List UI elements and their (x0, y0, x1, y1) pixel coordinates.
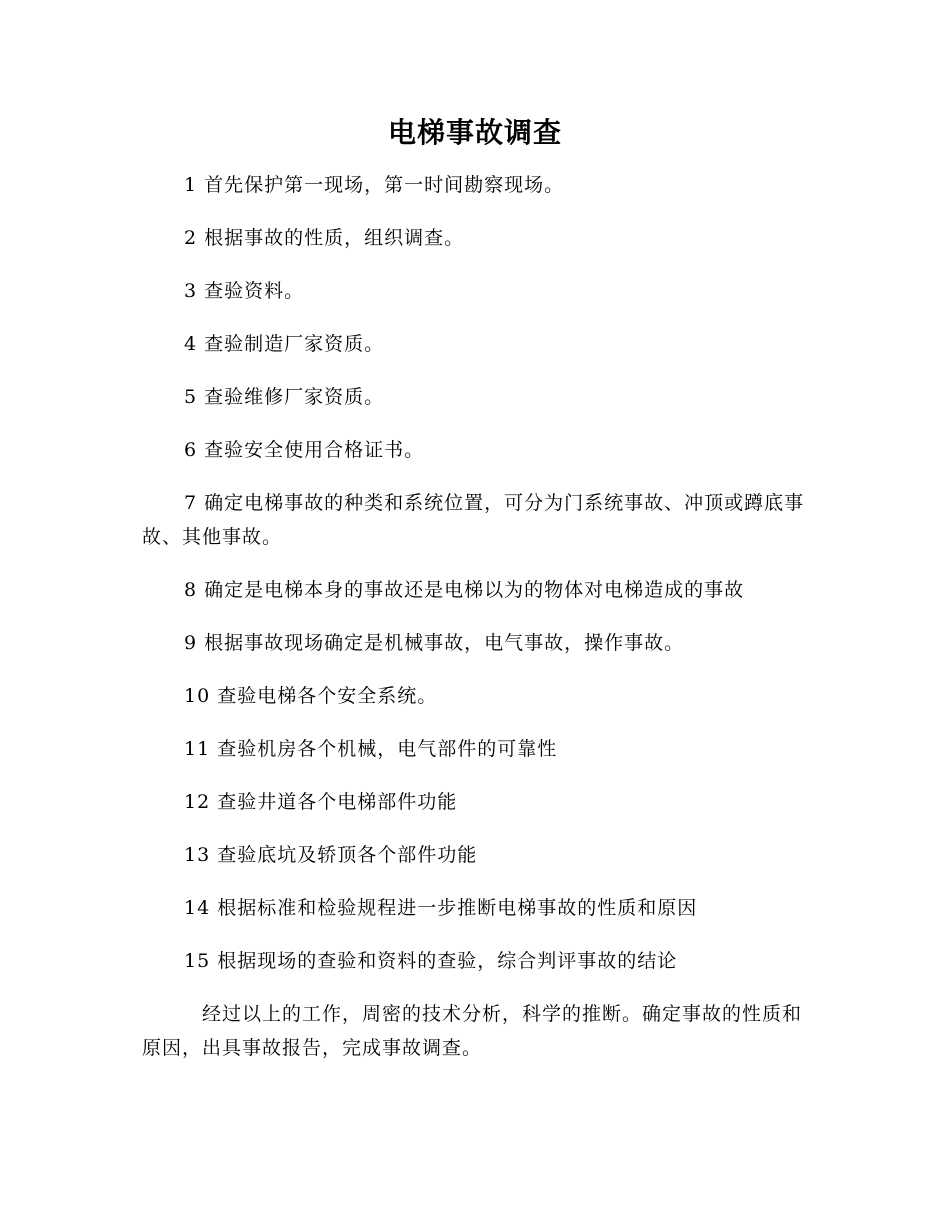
document-body (142, 168, 810, 1084)
paragraph-4: 4 查验制造厂家资质。 (184, 333, 385, 355)
paragraph-10: 10 查验电梯各个安全系统。 (184, 685, 438, 707)
paragraph-3: 3 查验资料。 (184, 280, 305, 302)
paragraph-6: 6 查验安全使用合格证书。 (184, 439, 425, 461)
paragraph-12: 12 查验井道各个电梯部件功能 (184, 791, 458, 813)
paragraph-8: 8 确定是电梯本身的事故还是电梯以为的物体对电梯造成的事故 (184, 579, 745, 601)
page-title: 电梯事故调查 (387, 116, 562, 149)
paragraph-7: 7 确定电梯事故的种类和系统位置，可分为门系统事故、冲顶或蹲底事故、其他事故。 (142, 492, 805, 548)
paragraph-5: 5 查验维修厂家资质。 (184, 386, 385, 408)
paragraph-15: 15 根据现场的查验和资料的查验，综合判评事故的结论 (184, 950, 678, 972)
paragraph-13: 13 查验底坑及轿顶各个部件功能 (184, 844, 478, 866)
paragraph-2: 2 根据事故的性质，组织调查。 (184, 227, 465, 249)
paragraph-1: 1 首先保护第一现场，第一时间勘察现场。 (184, 174, 565, 196)
paragraph-9: 9 根据事故现场确定是机械事故，电气事故，操作事故。 (184, 632, 685, 654)
conclusion-paragraph: 经过以上的工作，周密的技术分析，科学的推断。确定事故的性质和原因，出具事故报告，完成事故调查。 (142, 1003, 803, 1059)
paragraph-14: 14 根据标准和检验规程进一步推断电梯事故的性质和原因 (184, 897, 698, 919)
paragraph-11: 11 查验机房各个机械，电气部件的可靠性 (184, 738, 558, 760)
